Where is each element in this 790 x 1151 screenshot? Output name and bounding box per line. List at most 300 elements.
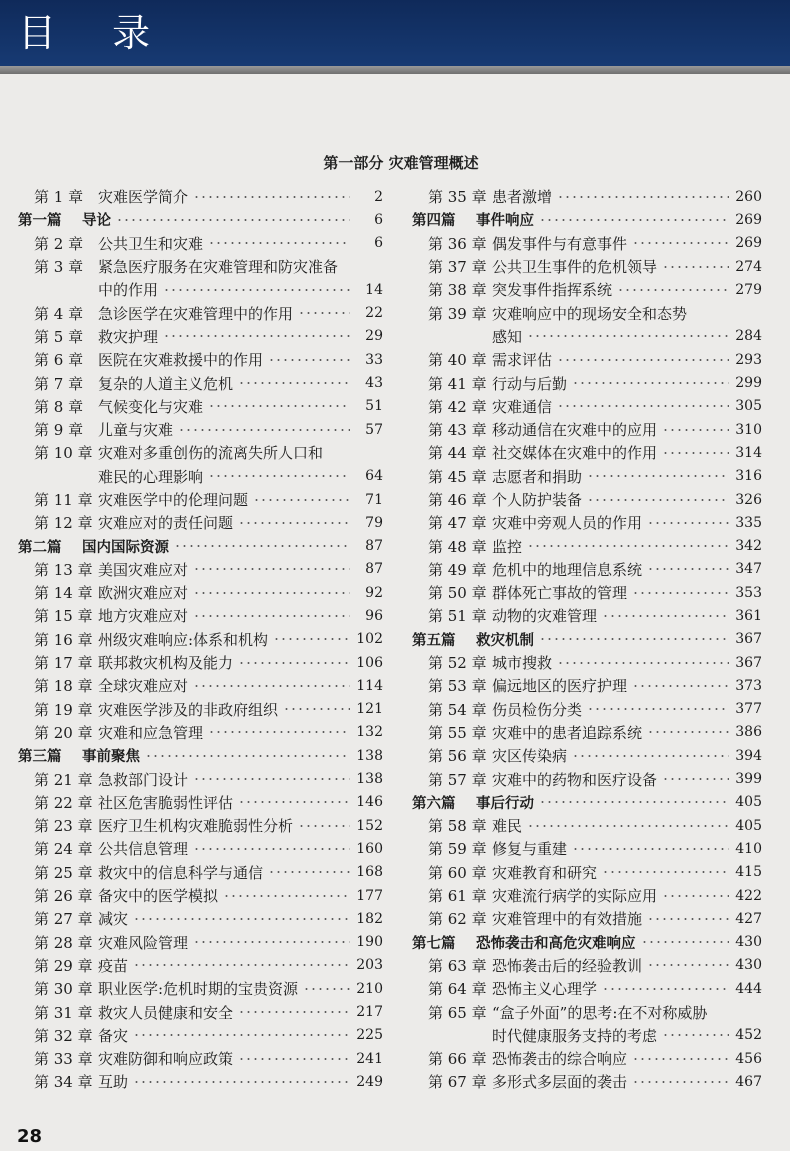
leader-dots: [557, 359, 729, 361]
leader-dots: [298, 825, 350, 827]
leader-dots: [208, 242, 350, 244]
page-ref: 71: [365, 491, 383, 508]
page-ref: 467: [735, 1073, 762, 1090]
toc-chapter-row: [412, 301, 762, 324]
toc-chapter-row: [412, 884, 762, 907]
page-ref: 427: [735, 910, 762, 927]
page-ref: 293: [735, 351, 762, 368]
section-number: 第七篇: [412, 935, 456, 952]
chapter-number: 第 19 章: [34, 700, 93, 719]
page-ref: 22: [365, 305, 383, 322]
chapter-title: 备灾: [98, 1026, 129, 1045]
leader-dots: [662, 778, 729, 780]
toc-chapter-row: [412, 954, 762, 977]
toc-chapter-row: [18, 278, 383, 301]
toc-chapter-row: [18, 325, 383, 348]
chapter-title: 救灾人员健康和安全: [98, 1003, 234, 1022]
chapter-number: 第 56 章: [428, 747, 487, 766]
toc-section-row: [412, 791, 762, 814]
leader-dots: [193, 615, 350, 617]
chapter-title: 灾难医学涉及的非政府组织: [98, 700, 279, 719]
chapter-number: 第 44 章: [428, 444, 487, 463]
chapter-number: 第 64 章: [428, 980, 487, 999]
toc-chapter-row: [412, 232, 762, 255]
leader-dots: [632, 592, 729, 594]
chapter-title: 救灾中的信息科学与通信: [98, 863, 264, 882]
section-title: 国内国际资源: [82, 539, 169, 556]
toc-chapter-row: [412, 441, 762, 464]
toc-chapter-row: [18, 791, 383, 814]
chapter-title: 灾难通信: [492, 397, 553, 416]
chapter-number: 第 5 章: [34, 327, 84, 346]
leader-dots: [178, 429, 350, 431]
page-ref: 316: [735, 468, 762, 485]
chapter-number: 第 27 章: [34, 910, 93, 929]
toc-chapter-row: [412, 325, 762, 348]
toc-chapter-row: [18, 1000, 383, 1023]
chapter-number: 第 49 章: [428, 560, 487, 579]
toc-section-row: [18, 534, 383, 557]
chapter-number: 第 36 章: [428, 234, 487, 253]
page-ref: 444: [735, 980, 762, 997]
chapter-number: 第 16 章: [34, 630, 93, 649]
chapter-title: 患者激增: [492, 188, 553, 207]
chapter-title: 灾难医学中的伦理问题: [98, 491, 249, 509]
chapter-title: 灾难响应中的现场安全和态势: [492, 304, 688, 323]
chapter-title: 公共卫生事件的危机领导: [492, 258, 658, 277]
page-ref: 182: [356, 910, 383, 927]
leader-dots: [647, 568, 729, 570]
toc-chapter-row: [412, 651, 762, 674]
chapter-title: 医院在灾难救援中的作用: [98, 351, 264, 370]
toc-chapter-row: [18, 931, 383, 954]
leader-dots: [572, 755, 729, 757]
toc-chapter-row: [18, 628, 383, 651]
chapter-title: 职业医学:危机时期的宝贵资源: [98, 980, 299, 999]
chapter-number: 第 43 章: [428, 421, 487, 440]
toc-header-banner: [0, 0, 790, 66]
toc-chapter-row: [18, 301, 383, 324]
chapter-title: 中的作用: [98, 281, 159, 300]
chapter-number: 第 48 章: [428, 537, 487, 556]
section-number: 第一篇: [18, 213, 62, 230]
leader-dots: [116, 219, 350, 221]
page-ref: 299: [735, 375, 762, 392]
page-ref: 146: [356, 794, 383, 811]
chapter-number: 第 12 章: [34, 514, 93, 533]
page-ref: 422: [735, 887, 762, 904]
chapter-number: 第 60 章: [428, 863, 487, 882]
chapter-number: 第 66 章: [428, 1050, 487, 1069]
toc-section-row: [412, 208, 762, 231]
toc-chapter-row: [18, 581, 383, 604]
section-title: 事前聚焦: [82, 749, 140, 766]
page-ref: 203: [356, 957, 383, 974]
chapter-number: 第 8 章: [34, 397, 84, 416]
leader-dots: [238, 1058, 350, 1060]
chapter-number: 第 61 章: [428, 887, 487, 906]
chapter-title: 灾难中的患者追踪系统: [492, 723, 643, 742]
leader-dots: [557, 662, 729, 664]
leader-dots: [647, 918, 729, 920]
toc-chapter-row: [18, 418, 383, 441]
chapter-title: 备灾中的医学模拟: [98, 887, 219, 906]
toc-chapter-row: [412, 185, 762, 208]
page-ref: 92: [365, 584, 383, 601]
toc-chapter-row: [18, 488, 383, 511]
toc-chapter-row: [412, 1070, 762, 1093]
toc-chapter-row: [412, 1024, 762, 1047]
leader-dots: [527, 825, 729, 827]
chapter-number: 第 35 章: [428, 188, 487, 207]
chapter-title: 难民的心理影响: [98, 467, 204, 486]
toc-chapter-row: [412, 814, 762, 837]
chapter-number: 第 67 章: [428, 1073, 487, 1092]
toc-chapter-row: [18, 977, 383, 1000]
page-ref: 160: [356, 840, 383, 857]
page-ref: 43: [365, 375, 383, 392]
toc-left-column: [18, 185, 383, 1094]
chapter-title: 互助: [98, 1073, 129, 1092]
chapter-title: 灾难应对的责任问题: [98, 514, 234, 533]
leader-dots: [193, 568, 350, 570]
chapter-title: 急救部门设计: [98, 770, 189, 789]
page-ref: 260: [735, 188, 762, 205]
toc-chapter-row: [18, 698, 383, 721]
toc-chapter-row: [412, 744, 762, 767]
page-ref: 314: [735, 444, 762, 461]
chapter-title: 移动通信在灾难中的应用: [492, 421, 658, 440]
page-ref: 6: [374, 211, 383, 228]
chapter-number: 第 23 章: [34, 817, 93, 836]
page-ref: 274: [735, 258, 762, 275]
leader-dots: [253, 499, 350, 501]
page-ref: 269: [735, 235, 762, 252]
page-ref: 87: [365, 538, 383, 555]
chapter-number: 第 2 章: [34, 234, 84, 253]
leader-dots: [632, 1058, 729, 1060]
chapter-number: 第 13 章: [34, 560, 93, 579]
page-ref: 430: [735, 934, 762, 951]
chapter-title: 社交媒体在灾难中的作用: [492, 444, 658, 463]
leader-dots: [647, 522, 729, 524]
chapter-number: 第 47 章: [428, 514, 487, 533]
page-ref: 377: [735, 701, 762, 718]
chapter-number: 第 41 章: [428, 374, 487, 393]
chapter-number: 第 65 章: [428, 1003, 487, 1022]
chapter-title: 伤员检伤分类: [492, 700, 583, 719]
chapter-number: 第 58 章: [428, 817, 487, 836]
toc-chapter-row: [18, 907, 383, 930]
leader-dots: [662, 452, 729, 454]
chapter-number: 第 20 章: [34, 723, 93, 742]
leader-dots: [539, 219, 729, 221]
leader-dots: [238, 382, 350, 384]
chapter-number: 第 3 章: [34, 258, 84, 277]
leader-dots: [193, 685, 350, 687]
section-title: 导论: [82, 213, 111, 230]
chapter-number: 第 17 章: [34, 654, 93, 673]
leader-dots: [133, 1081, 350, 1083]
toc-chapter-row: [18, 395, 383, 418]
toc-chapter-row: [18, 1024, 383, 1047]
chapter-number: 第 28 章: [34, 933, 93, 952]
section-title: 救灾机制: [476, 632, 534, 649]
chapter-title: 复杂的人道主义危机: [98, 374, 234, 393]
leader-dots: [163, 289, 350, 291]
leader-dots: [527, 335, 729, 337]
toc-chapter-row: [412, 581, 762, 604]
chapter-title: 救灾护理: [98, 327, 159, 346]
chapter-number: 第 54 章: [428, 700, 487, 719]
page-ref: 284: [735, 328, 762, 345]
toc-chapter-row: [18, 721, 383, 744]
leader-dots: [632, 685, 729, 687]
header-divider: [0, 66, 790, 74]
section-number: 第四篇: [412, 213, 456, 230]
leader-dots: [572, 848, 729, 850]
chapter-title: 灾难管理中的有效措施: [492, 910, 643, 929]
page-ref: 2: [374, 188, 383, 205]
leader-dots: [343, 266, 351, 268]
page-ref: 335: [735, 514, 762, 531]
chapter-title: 修复与重建: [492, 840, 568, 859]
page-ref: 405: [735, 817, 762, 834]
chapter-number: 第 42 章: [428, 397, 487, 416]
chapter-number: 第 32 章: [34, 1026, 93, 1045]
leader-dots: [163, 335, 350, 337]
leader-dots: [208, 731, 350, 733]
chapter-title: 儿童与灾难: [98, 421, 174, 440]
chapter-number: 第 26 章: [34, 887, 93, 906]
chapter-title: 感知: [492, 327, 523, 346]
page-ref: 79: [365, 514, 383, 531]
chapter-title: 危机中的地理信息系统: [492, 560, 643, 579]
leader-dots: [712, 1011, 729, 1013]
leader-dots: [133, 1034, 350, 1036]
leader-dots: [602, 988, 729, 990]
leader-dots: [208, 475, 350, 477]
toc-chapter-row: [18, 767, 383, 790]
page-ref: 386: [735, 724, 762, 741]
chapter-number: 第 38 章: [428, 281, 487, 300]
chapter-number: 第 59 章: [428, 840, 487, 859]
section-number: 第二篇: [18, 539, 62, 556]
toc-chapter-row: [412, 558, 762, 581]
page-number: 28: [17, 1126, 43, 1147]
page-ref: 310: [735, 421, 762, 438]
toc-chapter-row: [412, 674, 762, 697]
chapter-title: 公共卫生和灾难: [98, 234, 204, 253]
toc-chapter-row: [18, 465, 383, 488]
page-ref: 241: [356, 1050, 383, 1067]
toc-chapter-row: [18, 651, 383, 674]
toc-section-row: [18, 208, 383, 231]
leader-dots: [647, 731, 729, 733]
toc-chapter-row: [18, 348, 383, 371]
leader-dots: [298, 312, 350, 314]
chapter-title: 难民: [492, 817, 523, 836]
chapter-number: 第 45 章: [428, 467, 487, 486]
page-ref: 394: [735, 747, 762, 764]
page-ref: 6: [374, 235, 383, 252]
toc-chapter-row: [412, 604, 762, 627]
part-title: 第一部分 灾难管理概述: [323, 154, 479, 172]
section-title: 恐怖袭击和高危灾难响应: [476, 935, 636, 952]
chapter-title: 美国灾难应对: [98, 560, 189, 579]
chapter-title: 急诊医学在灾难管理中的作用: [98, 304, 294, 323]
leader-dots: [662, 895, 729, 897]
chapter-number: 第 22 章: [34, 793, 93, 812]
section-number: 第三篇: [18, 749, 62, 766]
chapter-title: 灾难和应急管理: [98, 723, 204, 742]
toc-chapter-row: [18, 511, 383, 534]
section-number: 第六篇: [412, 795, 456, 812]
page-ref: 121: [356, 701, 383, 718]
leader-dots: [602, 615, 729, 617]
chapter-number: 第 57 章: [428, 770, 487, 789]
chapter-number: 第 63 章: [428, 956, 487, 975]
leader-dots: [303, 988, 350, 990]
chapter-title: 灾难教育和研究: [492, 863, 598, 882]
chapter-number: 第 31 章: [34, 1003, 93, 1022]
leader-dots: [193, 941, 350, 943]
chapter-title: 气候变化与灾难: [98, 397, 204, 416]
chapter-title: 灾难医学简介: [98, 188, 189, 207]
page-ref: 347: [735, 561, 762, 578]
leader-dots: [133, 918, 350, 920]
chapter-title: 需求评估: [492, 351, 553, 370]
leader-dots: [193, 778, 350, 780]
toc-chapter-row: [412, 465, 762, 488]
page-ref: 14: [365, 281, 383, 298]
leader-dots: [193, 848, 350, 850]
page-ref: 114: [356, 677, 383, 694]
chapter-number: 第 7 章: [34, 374, 84, 393]
chapter-title: 医疗卫生机构灾难脆弱性分析: [98, 817, 294, 836]
toc-chapter-row: [18, 1070, 383, 1093]
leader-dots: [208, 405, 350, 407]
leader-dots: [145, 755, 350, 757]
chapter-number: 第 6 章: [34, 351, 84, 370]
page-ref: 64: [365, 468, 383, 485]
page-ref: 456: [735, 1050, 762, 1067]
toc-chapter-row: [412, 418, 762, 441]
page-ref: 138: [356, 747, 383, 764]
page-ref: 102: [356, 631, 383, 648]
leader-dots: [328, 452, 350, 454]
chapter-number: 第 53 章: [428, 677, 487, 696]
chapter-title: 行动与后勤: [492, 374, 568, 393]
page-ref: 342: [735, 538, 762, 555]
page-ref: 51: [365, 398, 383, 415]
leader-dots: [268, 871, 350, 873]
chapter-title: 地方灾难应对: [98, 607, 189, 626]
toc-chapter-row: [412, 837, 762, 860]
toc-section-row: [412, 931, 762, 954]
chapter-title: 志愿者和捐助: [492, 467, 583, 486]
chapter-number: 第 18 章: [34, 677, 93, 696]
chapter-number: 第 30 章: [34, 980, 93, 999]
chapter-number: 第 34 章: [34, 1073, 93, 1092]
leader-dots: [557, 405, 729, 407]
chapter-title: 多形式多层面的袭击: [492, 1073, 628, 1092]
page-ref: 210: [356, 980, 383, 997]
toc-chapter-row: [412, 698, 762, 721]
toc-chapter-row: [18, 674, 383, 697]
chapter-number: 第 33 章: [34, 1050, 93, 1069]
toc-chapter-row: [18, 185, 383, 208]
leader-dots: [223, 895, 350, 897]
toc-chapter-row: [18, 558, 383, 581]
chapter-title: 监控: [492, 537, 523, 556]
toc-chapter-row: [412, 255, 762, 278]
leader-dots: [193, 196, 350, 198]
leader-dots: [283, 708, 350, 710]
page-ref: 373: [735, 677, 762, 694]
chapter-number: 第 51 章: [428, 607, 487, 626]
toc-chapter-row: [412, 977, 762, 1000]
page-ref: 57: [365, 421, 383, 438]
leader-dots: [238, 801, 350, 803]
leader-dots: [587, 708, 729, 710]
leader-dots: [692, 312, 729, 314]
chapter-title: 公共信息管理: [98, 840, 189, 859]
toc-chapter-row: [18, 371, 383, 394]
page-ref: 399: [735, 771, 762, 788]
chapter-title: 动物的灾难管理: [492, 607, 598, 626]
leader-dots: [193, 592, 350, 594]
page-ref: 96: [365, 607, 383, 624]
page-ref: 106: [356, 654, 383, 671]
page-ref: 168: [356, 864, 383, 881]
leader-dots: [662, 429, 729, 431]
toc-chapter-row: [412, 534, 762, 557]
chapter-title: 灾难风险管理: [98, 933, 189, 952]
toc-right-column: [412, 185, 762, 1094]
page-ref: 132: [356, 724, 383, 741]
leader-dots: [602, 871, 729, 873]
chapter-number: 第 55 章: [428, 723, 487, 742]
chapter-title: 灾难流行病学的实际应用: [492, 887, 658, 906]
leader-dots: [268, 359, 350, 361]
chapter-title: 灾难防御和响应政策: [98, 1050, 234, 1069]
page-ref: 452: [735, 1027, 762, 1044]
toc-chapter-row: [18, 232, 383, 255]
chapter-number: 第 4 章: [34, 304, 84, 323]
toc-section-row: [412, 628, 762, 651]
leader-dots: [662, 266, 729, 268]
toc-chapter-row: [412, 1047, 762, 1070]
leader-dots: [238, 522, 350, 524]
chapter-number: 第 24 章: [34, 840, 93, 859]
chapter-number: 第 50 章: [428, 584, 487, 603]
leader-dots: [662, 1034, 729, 1036]
toc-chapter-row: [18, 861, 383, 884]
page-ref: 367: [735, 631, 762, 648]
section-number: 第五篇: [412, 632, 456, 649]
leader-dots: [273, 638, 350, 640]
chapter-title: 全球灾难应对: [98, 677, 189, 696]
chapter-number: 第 15 章: [34, 607, 93, 626]
leader-dots: [527, 545, 729, 547]
chapter-title: 恐怖袭击的综合响应: [492, 1050, 628, 1069]
chapter-title: 突发事件指挥系统: [492, 281, 613, 300]
chapter-number: 第 1 章: [34, 188, 84, 207]
toc-chapter-row: [18, 837, 383, 860]
toc-chapter-row: [18, 954, 383, 977]
page-ref: 33: [365, 351, 383, 368]
